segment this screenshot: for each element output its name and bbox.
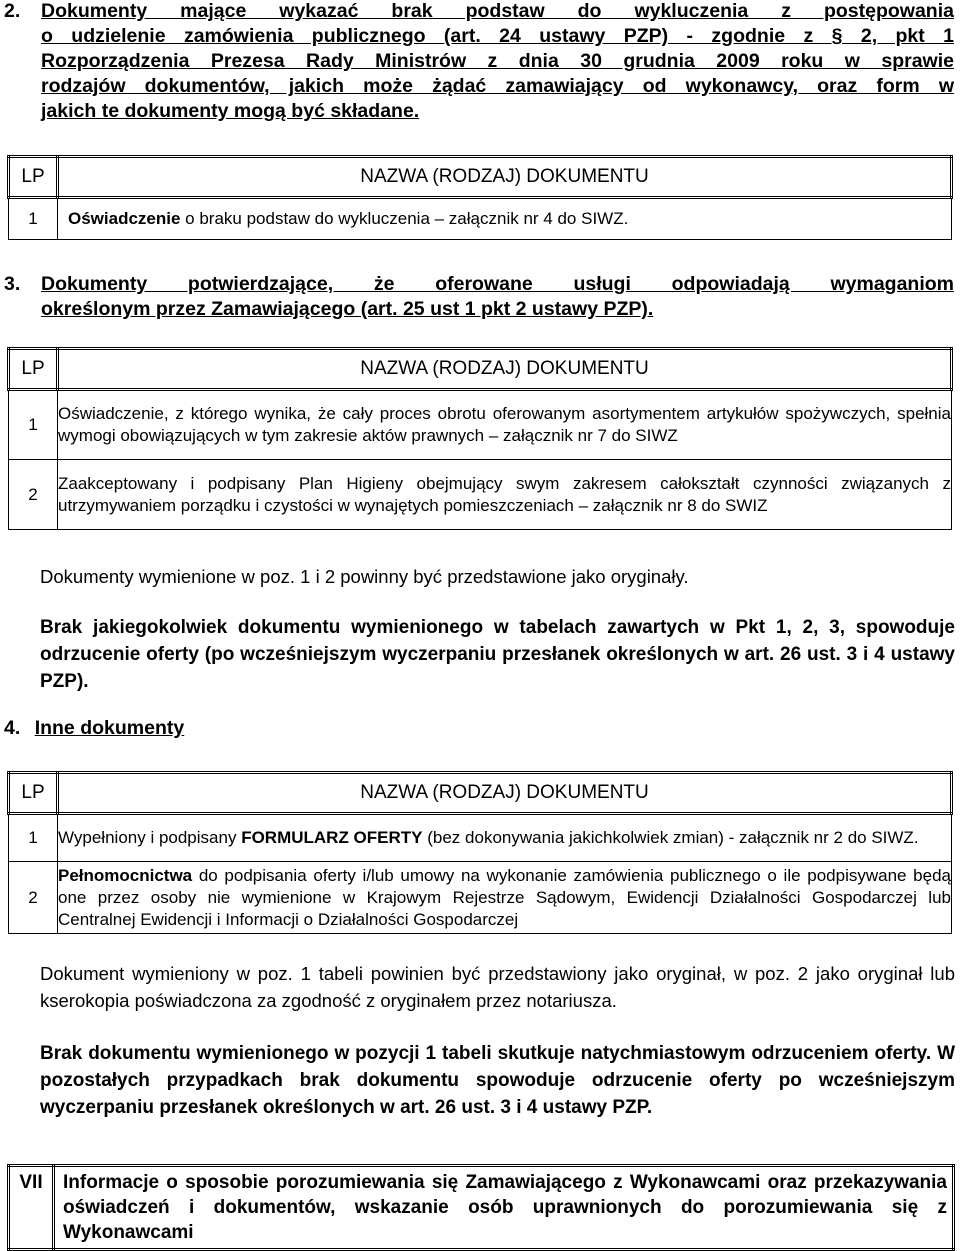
table-header-row	[9, 157, 952, 198]
row-bold-text: FORMULARZ OFERTY	[241, 828, 423, 847]
table-row	[9, 814, 952, 862]
section-2-number: 2.	[4, 0, 21, 22]
section-2-heading	[4, 0, 954, 127]
row-lp: 2	[9, 862, 58, 934]
heading-line: o udzielenie zamówienia publicznego (art. 24 ustawy PZP) - zgodnie z § 2, pkt 1	[41, 25, 954, 47]
heading-line: Dokumenty mające wykazać brak podstaw do wykluczenia z postępowania	[41, 0, 954, 22]
section-3-heading-text	[41, 272, 954, 322]
col-lp-header: LP	[9, 157, 58, 198]
section-3-heading	[4, 272, 954, 324]
row-lp: 1	[9, 198, 58, 240]
table-header-row	[9, 349, 952, 390]
section-3-note: Dokumenty wymienione w poz. 1 i 2 powinny być przedstawione jako oryginały.	[40, 566, 689, 587]
section-4-number: 4.	[4, 717, 21, 739]
row-plain-text: o braku podstaw do wykluczenia – załącznik nr 4 do SIWZ.	[180, 209, 629, 228]
section-3-number: 3.	[4, 273, 21, 295]
row-bold-text: Pełnomocnictwa	[58, 865, 193, 885]
section-4-heading	[4, 716, 184, 741]
row-text	[58, 862, 952, 934]
col-lp-header: LP	[9, 349, 58, 390]
heading-line: rodzajów dokumentów, jakich może żądać zamawiający od wykonawcy, oraz form w	[41, 75, 954, 97]
heading-line: określonym przez Zamawiającego (art. 25 ust 1 pkt 2 ustawy PZP).	[41, 298, 654, 320]
section-3-table	[7, 347, 953, 530]
section-3-warning: Brak jakiegokolwiek dokumentu wymienionego w tabelach zawartych w Pkt 1, 2, 3, spowoduje odrzucenie oferty (po wcześniejszym wyczerpaniu przesłanek określonych w art. 26 ust. 3 i 4 ustawy PZP).	[40, 617, 955, 692]
section-2-table	[7, 155, 953, 240]
section-4-note: Dokument wymieniony w poz. 1 tabeli powinien być przedstawiony jako oryginał, w poz. 2 jako oryginał lub kserokopia poświadczona za zgodność z oryginałem przez notariusza.	[40, 963, 955, 1011]
row-text	[58, 814, 952, 862]
row-lp: 1	[9, 814, 58, 862]
table-header-row	[9, 773, 952, 814]
row-plain-text: Wypełniony i podpisany	[58, 828, 242, 847]
row-text: Oświadczenie, z którego wynika, że cały proces obrotu oferowanym asortymentem artykułów spożywczych, spełnia wymogi obowiązujących w tym zakresie aktów prawnych – załącznik nr 7 do SIWZ	[58, 390, 952, 460]
row-text: Zaakceptowany i podpisany Plan Higieny obejmujący swym zakresem całokształt czynności związanych z utrzymywaniem porządku i czystości w wynajętych pomieszczeniach – załącznik nr 8 do SWIZ	[58, 460, 952, 530]
heading-line: Dokumenty potwierdzające, że oferowane usługi odpowiadają wymaganiom	[41, 273, 954, 295]
col-name-header: NAZWA (RODZAJ) DOKUMENTU	[58, 773, 952, 814]
row-plain-text: do podpisania oferty i/lub umowy na wykonanie zamówienia publicznego o ile podpisywane będą one przez osoby nie wymienione w Krajowym Rejestrze Sądowym, Ewidencji Działalności Gospodarczej lub Centralnej Ewidencji i Informacji o Działalności Gospodarczej	[58, 865, 951, 929]
row-text	[58, 198, 952, 240]
heading-line: jakich te dokumenty mogą być składane.	[41, 100, 420, 122]
section-7-row	[9, 1166, 954, 1250]
col-lp-header: LP	[9, 773, 58, 814]
heading-line: Rozporządzenia Prezesa Rady Ministrów z dnia 30 grudnia 2009 roku w sprawie	[41, 50, 954, 72]
section-4-table	[7, 771, 953, 934]
section-7-number: VII	[9, 1166, 54, 1250]
table-row	[9, 862, 952, 934]
section-2-heading-text	[41, 0, 954, 124]
section-7-title: Informacje o sposobie porozumiewania się Zamawiającego z Wykonawcami oraz przekazywania oświadczeń i dokumentów, wskazanie osób uprawnionych do porozumiewania się z Wykonawcami	[54, 1166, 954, 1250]
table-row	[9, 198, 952, 240]
row-lp: 2	[9, 460, 58, 530]
section-4-warning: Brak dokumentu wymienionego w pozycji 1 tabeli skutkuje natychmiastowym odrzuceniem oferty. W pozostałych przypadkach brak dokumentu spowoduje odrzucenie oferty po wcześniejszym wyczerpaniu przesłanek określonych w art. 26 ust. 3 i 4 ustawy PZP.	[40, 1043, 955, 1118]
section-7-box	[7, 1164, 955, 1251]
table-row	[9, 390, 952, 460]
section-4-title: Inne dokumenty	[34, 717, 185, 739]
col-name-header: NAZWA (RODZAJ) DOKUMENTU	[58, 157, 952, 198]
row-lp: 1	[9, 390, 58, 460]
table-row	[9, 460, 952, 530]
col-name-header: NAZWA (RODZAJ) DOKUMENTU	[58, 349, 952, 390]
row-plain-text: (bez dokonywania jakichkolwiek zmian) - załącznik nr 2 do SIWZ.	[422, 828, 919, 847]
row-bold-text: Oświadczenie	[68, 209, 181, 228]
